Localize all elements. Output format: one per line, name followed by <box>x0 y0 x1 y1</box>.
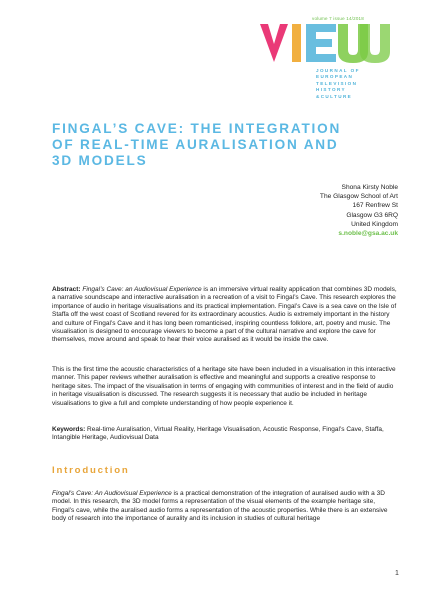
author-street: 167 Renfrew St <box>352 202 398 210</box>
author-name: Shona Kirsty Noble <box>341 184 398 191</box>
abstract-label: Abstract: <box>52 286 81 293</box>
author-country: United Kingdom <box>351 220 398 228</box>
journal-line: EUROPEAN <box>316 74 354 80</box>
abstract-lead-title: Fingal’s Cave: an Audiovisual Experience <box>82 286 202 293</box>
author-email-link[interactable]: s.noble@gsa.ac.uk <box>338 230 398 238</box>
author-city: Glasgow G3 6RQ <box>346 211 398 219</box>
journal-line: HISTORY <box>316 87 346 93</box>
abstract-paragraph <box>52 286 398 345</box>
author-block <box>320 183 398 238</box>
abstract-text: is an immersive virtual reality application that combines 3D models, a narrative soundscape and interactive auralisation in a recreation of a visit to Fingal’s Cave. This research explores the importance of audio in heritage visualisations and its practical implementation. Fingal’s Cave is a sea cave on the Isle of Staffa off the west coast of Scotland revered for its extraordinary acoustics. Audio is extremely important in the history and culture of Fingal’s Cave and it has long been romanticised, inspiring countless folklore, art, poetry and music. The visualisation is designed to encourage viewers to become a part of the cultural narrative and explore the cave for themselves, move around and speak to hear their voice auralised as it would be inside the cave. <box>52 286 397 344</box>
intro-lead-title: Fingal’s Cave: An Audiovisual Experience <box>52 490 172 497</box>
introduction-paragraph <box>52 490 398 524</box>
author-affiliation: The Glasgow School of Art <box>319 193 398 201</box>
logo-letter-e <box>306 24 336 62</box>
logo-letter-i <box>292 24 301 62</box>
logo-letter-v <box>260 24 288 62</box>
article-title <box>52 121 382 169</box>
journal-line: JOURNAL OF <box>316 68 360 73</box>
keywords-text: Real-time Auralisation, Virtual Reality, Heritage Visualisation, Acoustic Response, Fingal’s Cave, Staffa, Intangible Heritage, Audiovisual Data <box>52 426 384 442</box>
introduction-heading: Introduction <box>52 465 130 476</box>
title-line: 3D MODELS <box>52 153 148 168</box>
abstract-paragraph-2: This is the first time the acoustic characteristics of a heritage site have been included in a visualisation in this interactive manner. This paper reviews whether auralisation is effective and meaningful and supports a creative response to heritage sites. The impact of the visualisation in terms of engaging with communities of interest and in the field of audio in heritage visualisation is discussed. The research suggests it is necessary that audio be included in heritage visualisations to give a full and complete understanding of how people experience it. <box>52 366 396 407</box>
logo-letter-w-2 <box>360 24 390 63</box>
journal-name-lines <box>316 68 360 100</box>
intro-text: is a practical demonstration of the integration of auralised audio with a 3D model. In this research, the 3D model forms a representation of the visual elements of the example heritage site, Fingal’s cave, while the auralised audio forms a representation of the acoustic properties. While there is an extensive body of research into the importance of aurality and its inclusion in studies of cultural heritage <box>52 490 388 523</box>
page-number: 1 <box>395 570 399 577</box>
journal-logo <box>256 22 406 64</box>
volume-issue: volume 7 issue 14/2018 <box>312 16 364 21</box>
keywords-label: Keywords: <box>52 426 86 433</box>
title-line: FINGAL’S CAVE: THE INTEGRATION <box>52 121 342 136</box>
keywords-paragraph <box>52 426 398 443</box>
journal-line: &CULTURE <box>316 93 353 99</box>
title-line: OF REAL-TIME AURALISATION AND <box>52 137 339 152</box>
journal-line: TELEVISION <box>316 80 358 86</box>
